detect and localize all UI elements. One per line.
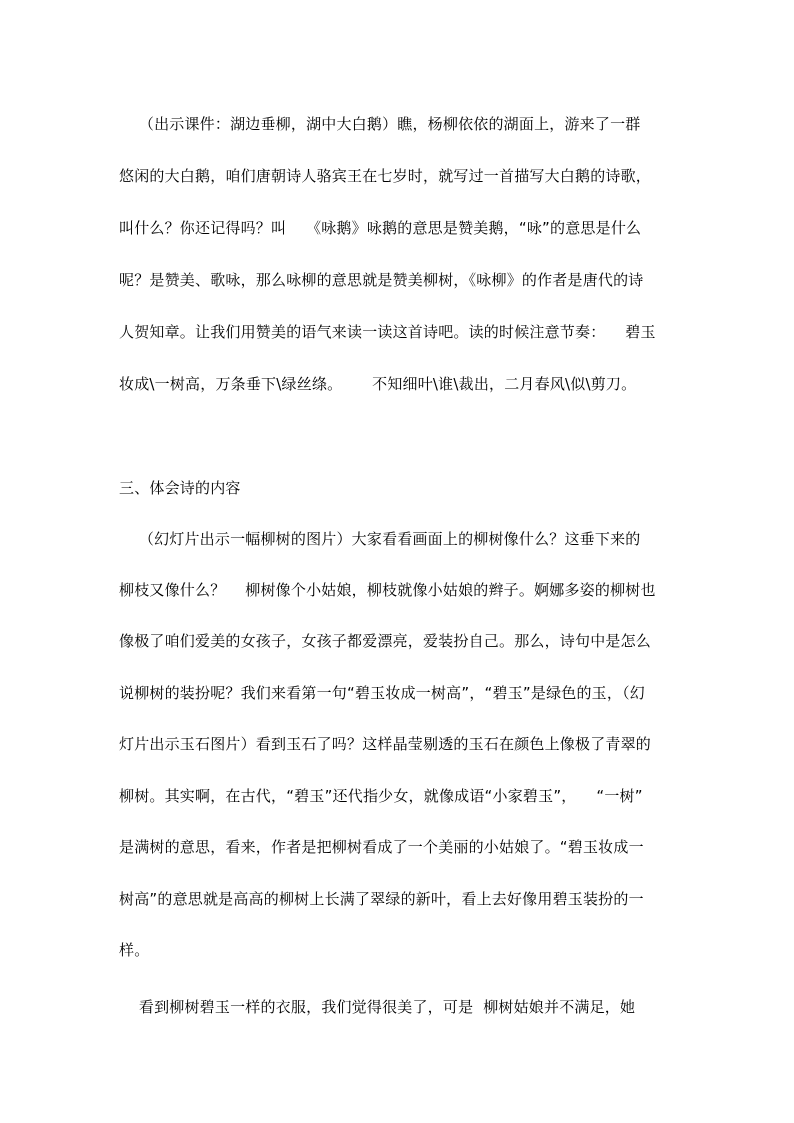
paragraph-3-line-1: 看到柳树碧玉一样的衣服，我们觉得很美了，可是 柳树姑娘并不满足，她 <box>119 998 636 1016</box>
paragraph-2-line-2: 柳枝又像什么？ 柳树像个小姑娘，柳枝就像小姑娘的辫子。婀娜多姿的柳树也 <box>119 581 656 599</box>
paragraph-1-line-5: 人贺知章。让我们用赞美的语气来读一读这首诗吧。读的时候注意节奏： 碧玉 <box>119 323 656 341</box>
paragraph-1-line-1: （出示课件：湖边垂柳，湖中大白鹅）瞧，杨柳依依的湖面上，游来了一群 <box>119 115 641 133</box>
paragraph-2-line-9: 样。 <box>119 941 150 959</box>
paragraph-2-line-7: 是满树的意思，看来，作者是把柳树看成了一个美丽的小姑娘了。“碧玉妆成一 <box>119 838 644 856</box>
paragraph-2-line-3: 像极了咱们爱美的女孩子，女孩子都爱漂亮，爱装扮自己。那么，诗句中是怎么 <box>119 632 652 650</box>
paragraph-2-line-4: 说柳树的装扮呢？我们来看第一句“碧玉妆成一树高”，“碧玉”是绿色的玉，（幻 <box>119 684 645 702</box>
paragraph-2-line-5: 灯片出示玉石图片）看到玉石了吗？这样晶莹剔透的玉石在颜色上像极了青翠的 <box>119 735 652 753</box>
section-heading: 三、体会诗的内容 <box>119 479 241 497</box>
paragraph-2-line-6: 柳树。其实啊，在古代，“碧玉”还代指少女，就像成语“小家碧玉”， “一树” <box>119 787 643 805</box>
paragraph-1-line-4: 呢？是赞美、歌咏，那么咏柳的意思就是赞美柳树，《咏柳》的作者是唐代的诗 <box>119 271 644 289</box>
paragraph-1-line-2: 悠闲的大白鹅，咱们唐朝诗人骆宾王在七岁时，就写过一首描写大白鹅的诗歌， <box>119 167 652 185</box>
paragraph-1-line-3: 叫什么？你还记得吗？叫 《咏鹅》咏鹅的意思是赞美鹅，“咏”的意思是什么 <box>119 219 642 237</box>
paragraph-2-line-1: （幻灯片出示一幅柳树的图片）大家看看画面上的柳树像什么？这垂下来的 <box>119 530 641 548</box>
paragraph-2-line-8: 树高”的意思就是高高的柳树上长满了翠绿的新叶，看上去好像用碧玉装扮的一 <box>119 890 644 908</box>
paragraph-1-line-6: 妆成\一树高，万条垂下\绿丝绦。 不知细叶\谁\裁出，二月春风\似\剪刀。 <box>119 375 637 393</box>
